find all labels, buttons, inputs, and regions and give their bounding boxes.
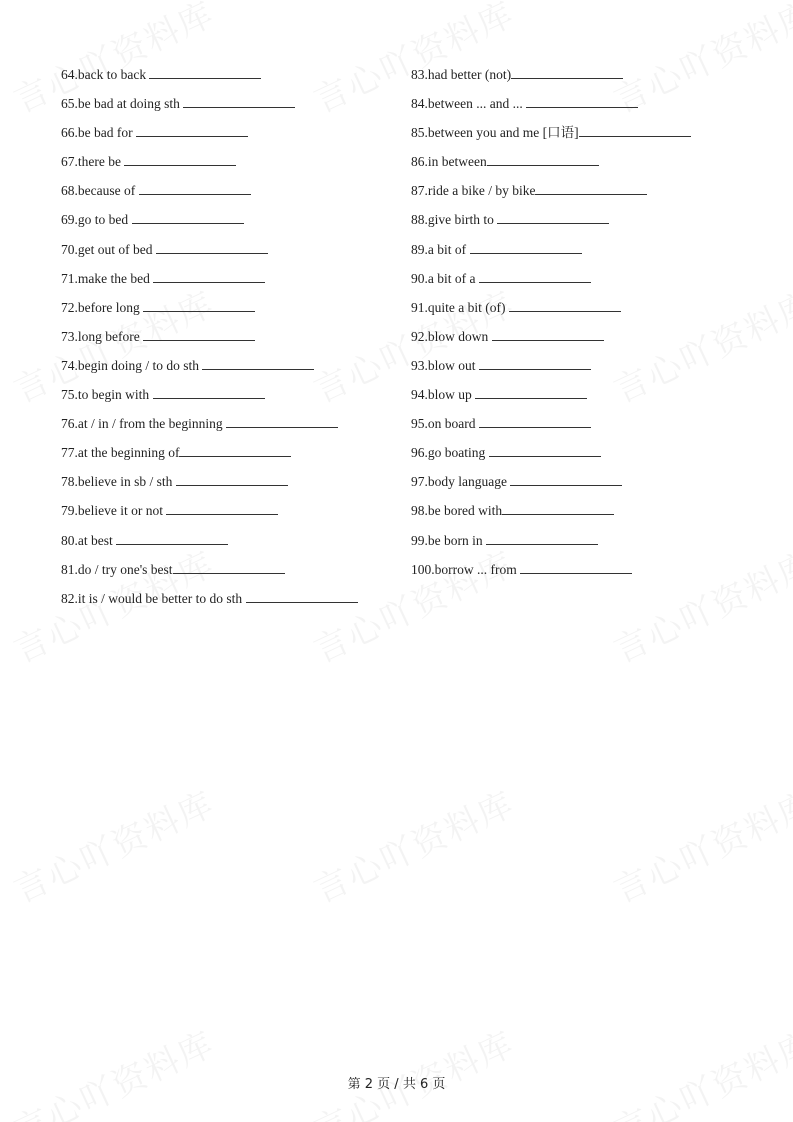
exercise-item — [411, 471, 691, 500]
phrase-text: 78.believe in sb / sth — [61, 474, 176, 490]
phrase-text: 95.on board — [411, 416, 479, 432]
answer-blank[interactable] — [489, 442, 601, 457]
phrase-text: 94.blow up — [411, 387, 476, 403]
phrase-text: 91.quite a bit (of) — [411, 299, 509, 315]
phrase-text: 79.believe it or not — [61, 503, 167, 519]
watermark — [5, 1017, 221, 1122]
phrase-text: 98.be bored with — [411, 503, 503, 519]
answer-blank[interactable] — [202, 355, 314, 370]
answer-blank[interactable] — [156, 239, 268, 254]
phrase-text: 71.make the bed — [61, 270, 154, 286]
exercise-item — [61, 413, 358, 442]
phrase-text: 76.at / in / from the beginning — [61, 416, 226, 432]
phrase-text: 87.ride a bike / by bike — [411, 183, 536, 199]
answer-blank[interactable] — [520, 559, 632, 574]
answer-blank[interactable] — [511, 64, 623, 79]
phrase-text: 64.back to back — [61, 67, 150, 82]
phrase-list-left — [61, 64, 358, 617]
exercise-item — [411, 442, 691, 471]
answer-blank[interactable] — [470, 239, 582, 254]
phrase-text: 70.get out of bed — [61, 241, 156, 257]
answer-blank[interactable] — [246, 588, 358, 603]
exercise-item — [61, 355, 358, 384]
answer-blank[interactable] — [479, 413, 591, 428]
answer-blank[interactable] — [579, 122, 691, 137]
exercise-item — [411, 530, 691, 559]
phrase-text: 74.begin doing / to do sth — [61, 357, 203, 373]
answer-blank[interactable] — [183, 93, 295, 108]
exercise-item — [411, 180, 691, 209]
phrase-text: 86.in between — [411, 154, 487, 170]
answer-blank[interactable] — [136, 122, 248, 137]
phrase-text: 89.a bit of — [411, 241, 470, 257]
phrase-text: 75.to begin with — [61, 387, 153, 403]
exercise-item — [61, 326, 358, 355]
exercise-item — [61, 442, 358, 471]
answer-blank[interactable] — [497, 209, 609, 224]
phrase-text: 68.because of — [61, 183, 139, 199]
exercise-item — [61, 122, 358, 151]
answer-blank[interactable] — [153, 384, 265, 399]
answer-blank[interactable] — [116, 530, 228, 545]
watermark — [305, 777, 521, 913]
exercise-item — [411, 297, 691, 326]
phrase-text: 92.blow down — [411, 328, 492, 344]
answer-blank[interactable] — [526, 93, 638, 108]
exercise-item — [411, 209, 691, 238]
phrase-text: 90.a bit of a — [411, 270, 479, 286]
exercise-item — [61, 471, 358, 500]
answer-blank[interactable] — [143, 326, 255, 341]
exercise-item — [61, 559, 358, 588]
phrase-text: 69.go to bed — [61, 212, 132, 228]
phrase-text: 72.before long — [61, 299, 144, 315]
phrase-text: 82.it is / would be better to do sth — [61, 590, 246, 606]
answer-blank[interactable] — [124, 151, 236, 166]
phrase-text: 65.be bad at doing sth — [61, 96, 184, 112]
exercise-item — [61, 268, 358, 297]
answer-blank[interactable] — [176, 471, 288, 486]
exercise-item — [61, 530, 358, 559]
exercise-item — [411, 500, 691, 529]
exercise-item — [411, 384, 691, 413]
answer-blank[interactable] — [226, 413, 338, 428]
phrase-text: 96.go boating — [411, 445, 489, 461]
answer-blank[interactable] — [486, 530, 598, 545]
answer-blank[interactable] — [149, 64, 261, 79]
exercise-item — [411, 559, 691, 588]
answer-blank[interactable] — [535, 180, 647, 195]
answer-blank[interactable] — [487, 151, 599, 166]
exercise-item — [411, 64, 691, 93]
phrase-text: 99.be born in — [411, 532, 486, 548]
answer-blank[interactable] — [492, 326, 604, 341]
exercise-item — [411, 326, 691, 355]
phrase-text: 81.do / try one's best — [61, 561, 173, 577]
watermark — [605, 777, 793, 913]
answer-blank[interactable] — [509, 297, 621, 312]
exercise-item — [61, 151, 358, 180]
answer-blank[interactable] — [166, 500, 278, 515]
phrase-text: 66.be bad for — [61, 125, 136, 141]
exercise-item — [61, 180, 358, 209]
answer-blank[interactable] — [479, 355, 591, 370]
watermark — [5, 777, 221, 913]
watermark — [605, 1017, 793, 1122]
exercise-item — [411, 268, 691, 297]
answer-blank[interactable] — [510, 471, 622, 486]
answer-blank[interactable] — [132, 209, 244, 224]
answer-blank[interactable] — [139, 180, 251, 195]
phrase-list-right — [411, 64, 691, 588]
answer-blank[interactable] — [179, 442, 291, 457]
phrase-text: 85.between you and me [口语] — [411, 125, 579, 141]
answer-blank[interactable] — [143, 297, 255, 312]
answer-blank[interactable] — [153, 268, 265, 283]
phrase-text: 80.at best — [61, 532, 117, 548]
exercise-item — [411, 413, 691, 442]
answer-blank[interactable] — [479, 268, 591, 283]
answer-blank[interactable] — [502, 500, 614, 515]
page-number-footer: 第 2 页 / 共 6 页 — [347, 1077, 446, 1092]
exercise-item — [61, 297, 358, 326]
exercise-item — [61, 500, 358, 529]
phrase-text: 83.had better (not) — [411, 67, 512, 82]
phrase-text: 84.between ... and ... — [411, 96, 527, 112]
phrase-text: 77.at the beginning of — [61, 445, 180, 461]
exercise-item — [411, 151, 691, 180]
exercise-item — [411, 355, 691, 384]
exercise-item — [61, 384, 358, 413]
exercise-item — [411, 93, 691, 122]
phrase-text: 100.borrow ... from — [411, 561, 521, 577]
exercise-item — [61, 209, 358, 238]
phrase-text: 73.long before — [61, 328, 144, 344]
watermark — [305, 1017, 521, 1122]
phrase-text: 93.blow out — [411, 357, 479, 373]
phrase-text: 88.give birth to — [411, 212, 498, 228]
phrase-text: 97.body language — [411, 474, 511, 490]
exercise-item — [61, 93, 358, 122]
exercise-item — [411, 239, 691, 268]
exercise-item — [61, 64, 358, 93]
answer-blank[interactable] — [173, 559, 285, 574]
exercise-item — [61, 588, 358, 617]
phrase-text: 67.there be — [61, 154, 125, 170]
answer-blank[interactable] — [475, 384, 587, 399]
exercise-item — [411, 122, 691, 151]
exercise-item — [61, 239, 358, 268]
